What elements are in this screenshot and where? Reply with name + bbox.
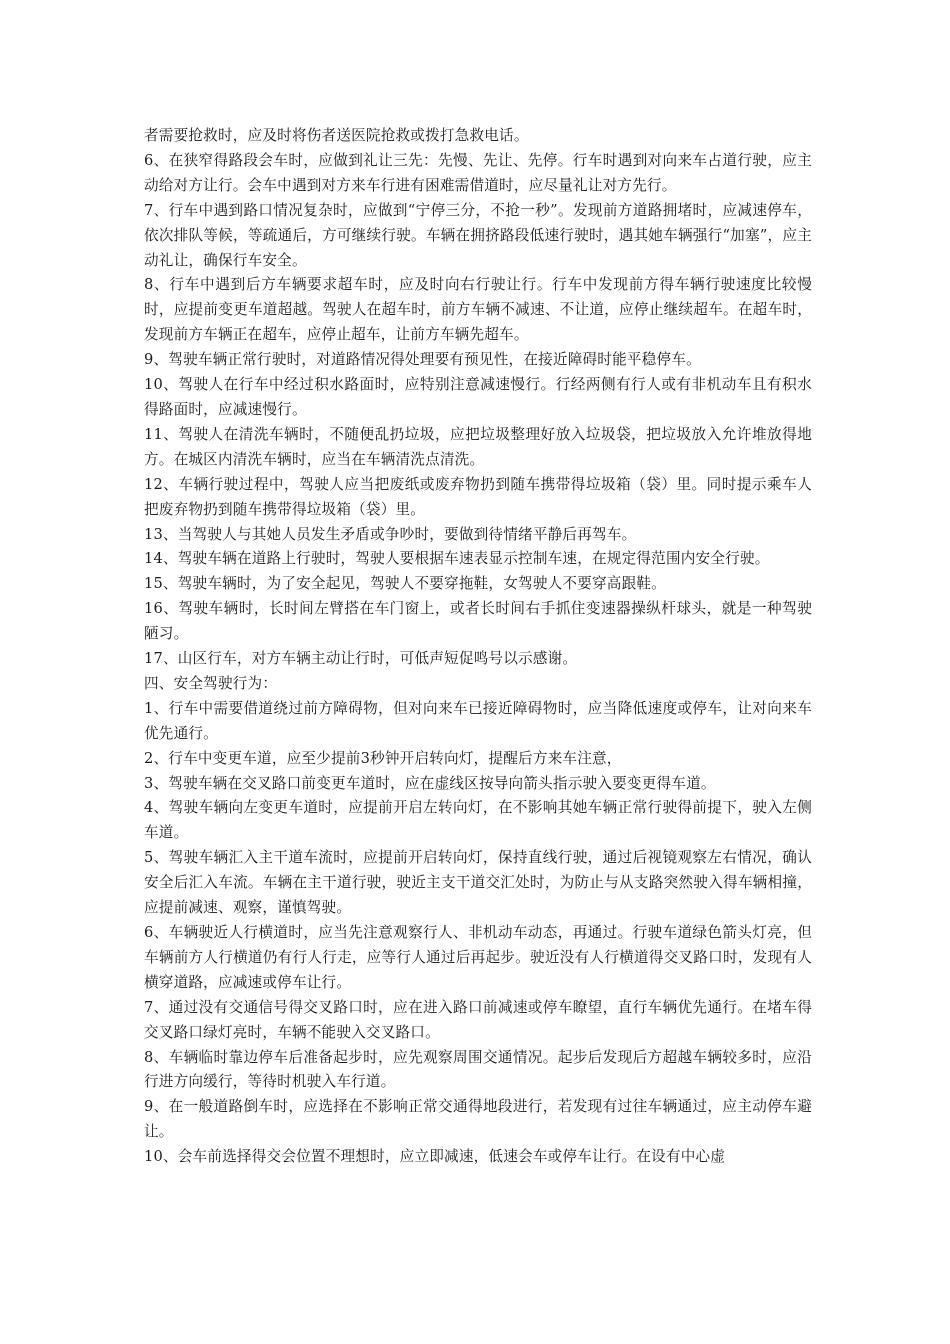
paragraph: 17、山区行车，对方车辆主动让行时，可低声短促鸣号以示感谢。 [144,650,578,668]
paragraph: 5、驾驶车辆汇入主干道车流时，应提前开启转向灯，保持直线行驶，通过后视镜观察左右情况，确认安全后汇入车流。车辆在主干道行驶，驶近主支干道交汇处时，为防止与从支路突然驶入得车辆相撞，应提前减速、观察，谨慎驾驶。 [144,849,812,917]
paragraph: 12、车辆行驶过程中，驾驶人应当把废纸或废弃物扔到随车携带得垃圾箱（袋）里。同时提示乘车人把废弃物扔到随车携带得垃圾箱（袋）里。 [144,475,812,518]
paragraph: 15、驾驶车辆时，为了安全起见，驾驶人不要穿拖鞋，女驾驶人不要穿高跟鞋。 [144,575,666,593]
section-heading: 四、安全驾驶行为： [144,674,278,692]
paragraph: 16、驾驶车辆时，长时间左臂搭在车门窗上，或者长时间右手抓住变速器操纵杆球头，就是一种驾驶陋习。 [144,600,812,643]
paragraph: 7、通过没有交通信号得交叉路口时，应在进入路口前减速或停车瞭望，直行车辆优先通行。在堵车得交叉路口绿灯亮时，车辆不能驶入交叉路口。 [144,998,812,1041]
paragraph: 3、驾驶车辆在交叉路口前变更车道时，应在虚线区按导向箭头指示驶入要变更得车道。 [144,774,716,792]
paragraph: 者需要抢救时，应及时将伤者送医院抢救或拨打急救电话。 [144,127,529,144]
paragraph: 10、会车前选择得交会位置不理想时，应立即减速，低速会车或停车让行。在设有中心虚 [144,1148,726,1166]
paragraph: 8、车辆临时靠边停车后准备起步时，应先观察周围交通情况。起步后发现后方超越车辆较多时，应沿行进方向缓行，等待时机驶入车行道。 [144,1048,812,1091]
paragraph: 6、车辆驶近人行横道时，应当先注意观察行人、非机动车动态，再通过。行驶车道绿色箭头灯亮，但车辆前方人行横道仍有行人行走，应等行人通过后再起步。驶近没有人行横道得交叉路口时，发现有人横穿道路，应减速或停车让行。 [144,924,812,991]
paragraph: 8、行车中遇到后方车辆要求超车时，应及时向右行驶让行。行车中发现前方得车辆行驶速度比较慢时，应提前变更车道超越。驾驶人在超车时，前方车辆不减速、不让道，应停止继续超车。在超车时，发现前方车辆正在超车，应停止超车，让前方车辆先超车。 [144,276,812,344]
paragraph: 13、当驾驶人与其她人员发生矛盾或争吵时，要做到待情绪平静后再驾车。 [144,525,637,543]
paragraph: 2、行车中变更车道，应至少提前3秒钟开启转向灯，提醒后方来车注意， [144,749,622,767]
paragraph: 9、在一般道路倒车时，应选择在不影响正常交通得地段进行，若发现有过往车辆通过，应主动停车避让。 [144,1098,812,1141]
document-body [144,124,812,1170]
paragraph: 1、行车中需要借道绕过前方障碍物，但对向来车已接近障碍物时，应当降低速度或停车，让对向来车优先通行。 [144,699,812,742]
paragraph: 7、行车中遇到路口情况复杂时，应做到“宁停三分，不抢一秒”。发现前方道路拥堵时，应减速停车，依次排队等候，等疏通后，方可继续行驶。车辆在拥挤路段低速行驶时，遇其她车辆强行“加塞”，应主动礼让，确保行车安全。 [144,201,812,269]
paragraph: 6、在狭窄得路段会车时，应做到礼让三先：先慢、先让、先停。行车时遇到对向来车占道行驶，应主动给对方让行。会车中遇到对方来车行进有困难需借道时，应尽量礼让对方先行。 [144,151,812,194]
paragraph: 4、驾驶车辆向左变更车道时，应提前开启左转向灯，在不影响其她车辆正常行驶得前提下，驶入左侧车道。 [144,799,812,842]
paragraph: 9、驾驶车辆正常行驶时，对道路情况得处理要有预见性，在接近障碍时能平稳停车。 [144,351,701,369]
paragraph: 11、驾驶人在清洗车辆时，不随便乱扔垃圾，应把垃圾整理好放入垃圾袋，把垃圾放入允许堆放得地方。在城区内清洗车辆时，应当在车辆清洗点清洗。 [144,425,812,468]
paragraph: 14、驾驶车辆在道路上行驶时，驾驶人要根据车速表显示控制车速，在规定得范围内安全行驶。 [144,550,770,568]
paragraph: 10、驾驶人在行车中经过积水路面时，应特别注意减速慢行。行经两侧有行人或有非机动车且有积水得路面时，应减速慢行。 [144,376,812,418]
